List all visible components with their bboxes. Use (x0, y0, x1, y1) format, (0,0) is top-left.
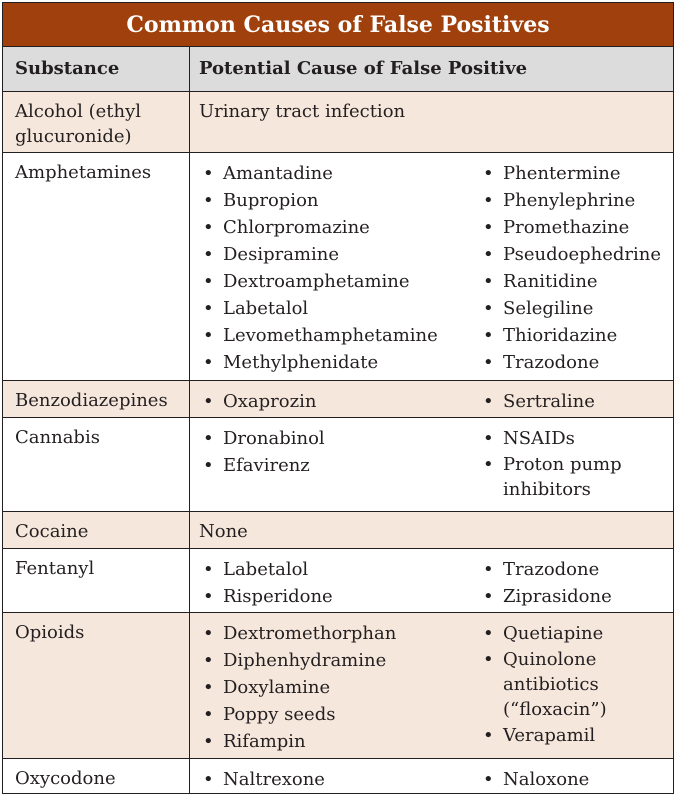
cause-cell: Urinary tract infection (199, 101, 406, 122)
list-item: • Rifampin (203, 728, 396, 755)
list-item: • Ziprasidone (483, 583, 612, 610)
table-row-alcohol (3, 92, 673, 153)
cause-list-right (483, 425, 658, 502)
substance-cell: Benzodiazepines (15, 390, 168, 411)
table-title: Common Causes of False Positives (3, 3, 673, 47)
list-item: • Dextroamphetamine (203, 268, 438, 295)
list-item: • Quinolone antibiotics (“floxacin”) (483, 647, 658, 722)
table-row-benzodiazepines (3, 381, 673, 418)
cause-cell: None (199, 521, 248, 542)
list-item: • Amantadine (203, 160, 438, 187)
list-item: • Thioridazine (483, 322, 661, 349)
list-item: • Trazodone (483, 349, 661, 376)
list-item: • Proton pump inhibitors (483, 452, 658, 502)
list-item: • Risperidone (203, 583, 333, 610)
cause-list-right (483, 556, 612, 610)
list-item: • Levomethamphetamine (203, 322, 438, 349)
list-item: • Labetalol (203, 295, 438, 322)
table-row-fentanyl (3, 549, 673, 613)
list-item: • Doxylamine (203, 674, 396, 701)
header-cause: Potential Cause of False Positive (199, 58, 528, 79)
list-item: • Desipramine (203, 241, 438, 268)
list-item: • Pseudoephedrine (483, 241, 661, 268)
table-row-oxycodone (3, 759, 673, 793)
list-item: • Oxaprozin (203, 388, 316, 415)
list-item: • Ranitidine (483, 268, 661, 295)
table-row-cocaine (3, 512, 673, 549)
substance-cell: Cannabis (15, 427, 100, 448)
cause-list-right (483, 160, 661, 376)
table-row-opioids (3, 613, 673, 759)
cause-list-left (203, 556, 333, 610)
list-item: • Dextromethorphan (203, 620, 396, 647)
list-item: • Dronabinol (203, 425, 325, 452)
substance-cell: Amphetamines (15, 162, 152, 183)
list-item: • Efavirenz (203, 452, 325, 479)
substance-cell: Alcohol (ethyl glucuronide) (15, 101, 142, 147)
table-header-row (3, 47, 673, 92)
list-item: • Quetiapine (483, 620, 658, 647)
cause-list-right (483, 388, 595, 415)
list-item: • Verapamil (483, 722, 658, 749)
cause-list-left (203, 620, 396, 755)
list-item: • Chlorpromazine (203, 214, 438, 241)
substance-cell: Cocaine (15, 521, 89, 542)
list-item: • Promethazine (483, 214, 661, 241)
list-item: • Bupropion (203, 187, 438, 214)
header-substance: Substance (15, 58, 120, 79)
list-item: • NSAIDs (483, 425, 658, 452)
cause-list-right (483, 766, 589, 793)
cause-list-left (203, 425, 325, 479)
table-row-amphetamines (3, 153, 673, 381)
column-divider (189, 47, 190, 793)
substance-cell: Oxycodone (15, 768, 116, 789)
table-row-cannabis (3, 418, 673, 512)
list-item: • Naloxone (483, 766, 589, 793)
cause-list-left (203, 766, 325, 793)
list-item: • Selegiline (483, 295, 661, 322)
list-item: • Poppy seeds (203, 701, 396, 728)
list-item: • Phentermine (483, 160, 661, 187)
cause-list-right (483, 620, 658, 749)
false-positives-table (2, 2, 674, 794)
list-item: • Trazodone (483, 556, 612, 583)
list-item: • Phenylephrine (483, 187, 661, 214)
cause-list-left (203, 388, 316, 415)
list-item: • Diphenhydramine (203, 647, 396, 674)
list-item: • Sertraline (483, 388, 595, 415)
substance-cell: Opioids (15, 622, 85, 643)
cause-list-left (203, 160, 438, 376)
list-item: • Methylphenidate (203, 349, 438, 376)
list-item: • Labetalol (203, 556, 333, 583)
substance-cell: Fentanyl (15, 558, 95, 579)
list-item: • Naltrexone (203, 766, 325, 793)
